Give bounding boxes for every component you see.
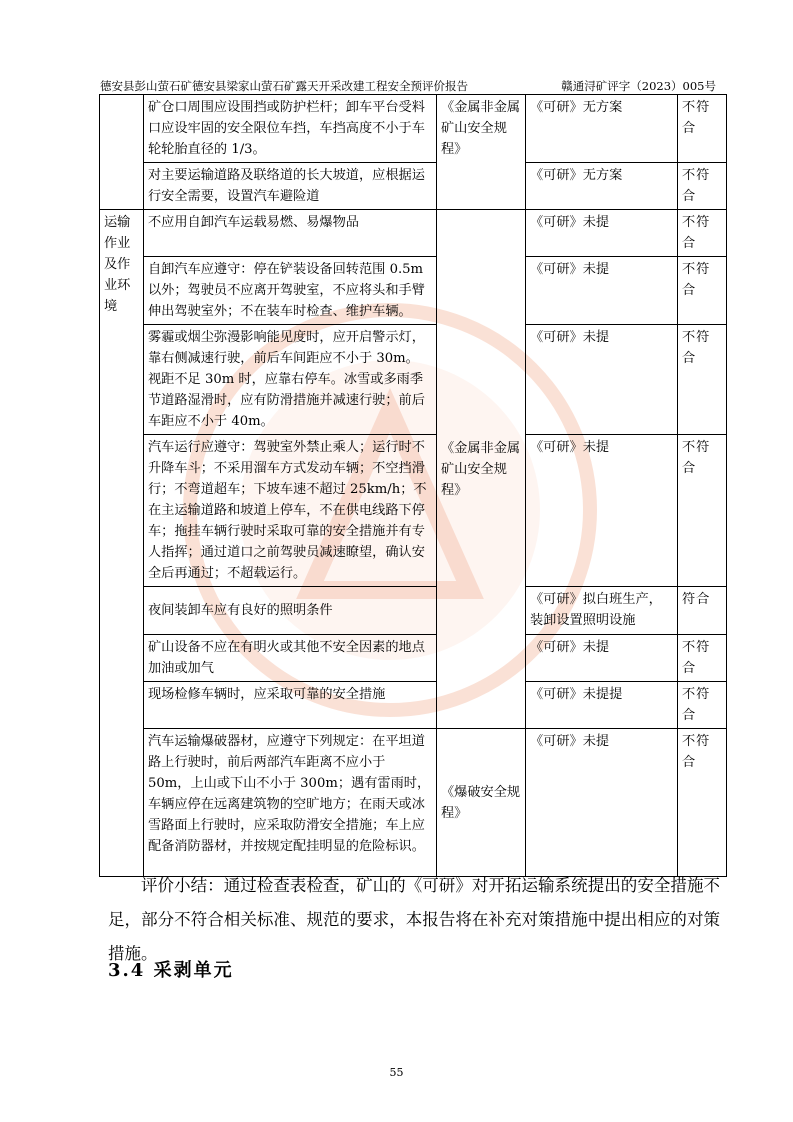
check-item: 夜间装卸车应有良好的照明条件 xyxy=(144,587,437,635)
page-number: 55 xyxy=(389,1066,404,1079)
result-cell: 不符合 xyxy=(678,682,727,729)
table-row xyxy=(100,325,727,435)
plan-cell: 《可研》未提 xyxy=(526,257,678,325)
table-row xyxy=(100,635,727,682)
plan-cell: 《可研》未提 xyxy=(526,729,678,877)
table-row xyxy=(100,257,727,325)
table-row xyxy=(100,682,727,729)
table-row xyxy=(100,210,727,257)
plan-cell: 《可研》无方案 xyxy=(526,95,678,163)
document-number: 赣通浔矿评字（2023）005号 xyxy=(561,79,716,93)
check-item: 汽车运行应遵守：驾驶室外禁止乘人；运行时不升降车斗；不采用溜车方式发动车辆；不空挡滑行；不弯道超车；下坡车速不超过 25km/h；不在主运输道路和坡道上停车，不在供电线路下停车；拖挂车辆行驶时采取可靠的安全措施并有专人指挥；通过道口之前驾驶员减速瞭望，确认安全后再通过；不超载运行。 xyxy=(144,435,437,587)
table-row xyxy=(100,587,727,635)
safety-checklist-table xyxy=(99,94,727,877)
plan-cell: 《可研》未提 xyxy=(526,635,678,682)
standard-cell: 《金属非金属矿山安全规程》 xyxy=(437,210,526,729)
evaluation-summary: 评价小结：通过检查表检查，矿山的《可研》对开拓运输系统提出的安全措施不足，部分不符合相关标准、规范的要求，本报告将在补充对策措施中提出相应的对策措施。 xyxy=(108,875,720,963)
category-cell xyxy=(100,95,144,210)
check-item: 矿仓口周围应设围挡或防护栏杆；卸车平台受料口应设牢固的安全限位车挡，车挡高度不小于车轮轮胎直径的 1/3。 xyxy=(144,95,437,163)
result-cell: 不符合 xyxy=(678,435,727,587)
check-item: 矿山设备不应在有明火或其他不安全因素的地点加油或加气 xyxy=(144,635,437,682)
check-item: 汽车运输爆破器材，应遵守下列规定：在平坦道路上行驶时，前后两部汽车距离不应小于 50m，上山或下山不小于 300m；遇有雷雨时，车辆应停在远离建筑物的空旷地方；在雨天或冰雪路面上行驶时，应采取防滑安全措施；车上应配备消防器材，并按规定配挂明显的危险标识。 xyxy=(144,729,437,877)
standard-cell: 《金属非金属矿山安全规程》 xyxy=(437,95,526,210)
standard-cell: 《爆破安全规程》 xyxy=(437,729,526,877)
check-item: 自卸汽车应遵守：停在铲装设备回转范围 0.5m 以外；驾驶员不应离开驾驶室，不应将头和手臂伸出驾驶室外；不在装车时检查、维护车辆。 xyxy=(144,257,437,325)
check-item: 雾霾或烟尘弥漫影响能见度时，应开启警示灯，靠右侧减速行驶，前后车间距应不小于 30m。视距不足 30m 时，应靠右停车。冰雪或多雨季节道路湿滑时，应有防滑措施并减速行驶；前后车距应不小于 40m。 xyxy=(144,325,437,435)
result-cell: 不符合 xyxy=(678,163,727,210)
result-cell: 不符合 xyxy=(678,635,727,682)
table-row xyxy=(100,729,727,877)
result-cell: 不符合 xyxy=(678,257,727,325)
result-cell: 符合 xyxy=(678,587,727,635)
table-row xyxy=(100,163,727,210)
plan-cell: 《可研》无方案 xyxy=(526,163,678,210)
table-row xyxy=(100,95,727,163)
category-cell: 运输作业及作业环境 xyxy=(100,210,144,877)
check-item: 现场检修车辆时，应采取可靠的安全措施 xyxy=(144,682,437,729)
report-title: 德安县彭山萤石矿德安县梁家山萤石矿露天开采改建工程安全预评价报告 xyxy=(100,79,468,93)
section-heading: 3.4 采剥单元 xyxy=(108,960,234,981)
plan-cell: 《可研》未提 xyxy=(526,435,678,587)
result-cell: 不符合 xyxy=(678,95,727,163)
plan-cell: 《可研》拟白班生产，装卸设置照明设施 xyxy=(526,587,678,635)
plan-cell: 《可研》未提 xyxy=(526,210,678,257)
table-row xyxy=(100,435,727,587)
check-item: 对主要运输道路及联络道的长大坡道，应根据运行安全需要，设置汽车避险道 xyxy=(144,163,437,210)
check-item: 不应用自卸汽车运载易燃、易爆物品 xyxy=(144,210,437,257)
page-header xyxy=(100,76,716,95)
result-cell: 不符合 xyxy=(678,325,727,435)
result-cell: 不符合 xyxy=(678,210,727,257)
plan-cell: 《可研》未提 xyxy=(526,325,678,435)
plan-cell: 《可研》未提提 xyxy=(526,682,678,729)
result-cell: 不符合 xyxy=(678,729,727,877)
